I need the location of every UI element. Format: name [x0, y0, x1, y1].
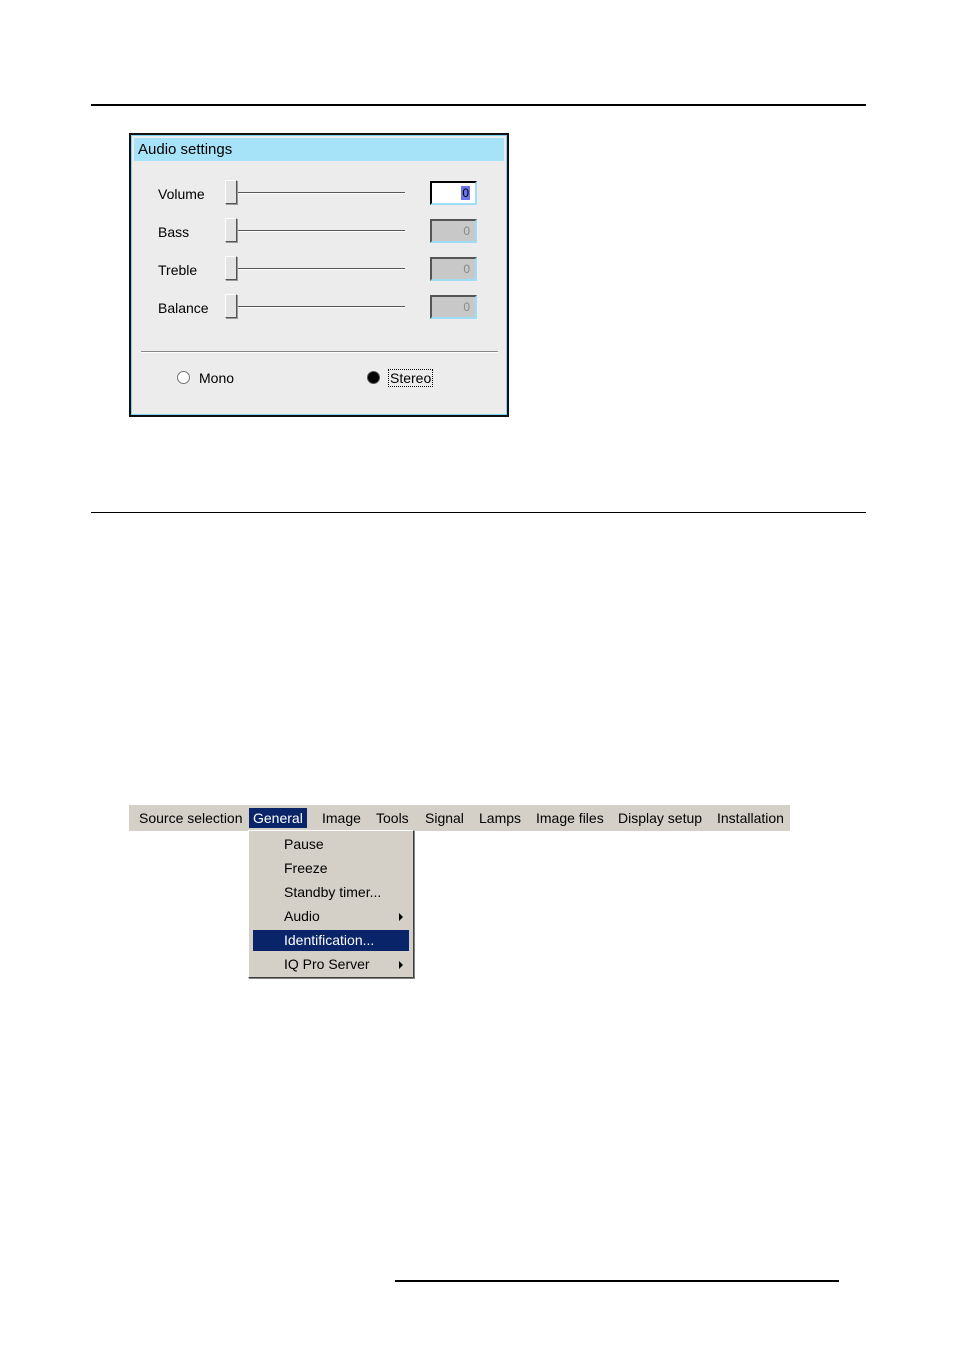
- audio-settings-dialog: [129, 133, 509, 417]
- bass-slider-track[interactable]: [225, 230, 405, 232]
- volume-slider-thumb[interactable]: [225, 180, 237, 204]
- general-dropdown-menu: [248, 830, 414, 978]
- menu-item-standby-timer[interactable]: Standby timer...: [284, 884, 382, 900]
- treble-slider-track[interactable]: [225, 268, 405, 270]
- balance-label: Balance: [158, 300, 209, 316]
- bass-slider-thumb[interactable]: [225, 218, 237, 242]
- volume-label: Volume: [158, 186, 205, 202]
- treble-row: [131, 256, 507, 286]
- menu-image-files[interactable]: Image files: [536, 810, 604, 826]
- volume-value-field[interactable]: 0: [430, 181, 477, 205]
- submenu-arrow-icon: [399, 913, 403, 921]
- bass-value-field[interactable]: 0: [430, 219, 477, 243]
- submenu-arrow-icon: [399, 961, 403, 969]
- menu-item-freeze[interactable]: Freeze: [284, 860, 328, 876]
- menu-bar: [129, 805, 790, 831]
- menu-source-selection[interactable]: Source selection: [139, 810, 243, 826]
- mono-radio[interactable]: [177, 371, 190, 384]
- menu-lamps[interactable]: Lamps: [479, 810, 522, 826]
- menu-item-iq-pro-server[interactable]: IQ Pro Server: [253, 954, 409, 975]
- menu-image[interactable]: Image: [322, 810, 361, 826]
- menu-item-pause[interactable]: Pause: [284, 836, 324, 852]
- section-divider: [91, 512, 866, 513]
- dialog-separator: [141, 351, 498, 353]
- page-footer-rule: [395, 1280, 839, 1282]
- volume-slider-track[interactable]: [225, 192, 405, 194]
- dialog-title: Audio settings: [134, 138, 504, 161]
- mono-label[interactable]: Mono: [199, 370, 235, 386]
- menu-installation[interactable]: Installation: [717, 810, 784, 826]
- balance-value-field[interactable]: 0: [430, 295, 477, 319]
- treble-value-field[interactable]: 0: [430, 257, 477, 281]
- treble-label: Treble: [158, 262, 198, 278]
- stereo-radio[interactable]: [367, 371, 380, 384]
- menu-tools[interactable]: Tools: [376, 810, 409, 826]
- treble-slider-thumb[interactable]: [225, 256, 237, 280]
- menu-signal[interactable]: Signal: [425, 810, 464, 826]
- menu-general[interactable]: General: [249, 808, 307, 828]
- menu-item-audio[interactable]: Audio: [253, 906, 409, 927]
- bass-row: [131, 218, 507, 248]
- balance-slider-thumb[interactable]: [225, 294, 237, 318]
- balance-slider-track[interactable]: [225, 306, 405, 308]
- page-header-rule: [91, 104, 866, 106]
- volume-row: [131, 180, 507, 210]
- menu-display-setup[interactable]: Display setup: [618, 810, 703, 826]
- stereo-label[interactable]: Stereo: [390, 370, 432, 386]
- menu-item-identification[interactable]: Identification...: [253, 930, 409, 951]
- balance-row: [131, 294, 507, 324]
- bass-label: Bass: [158, 224, 190, 240]
